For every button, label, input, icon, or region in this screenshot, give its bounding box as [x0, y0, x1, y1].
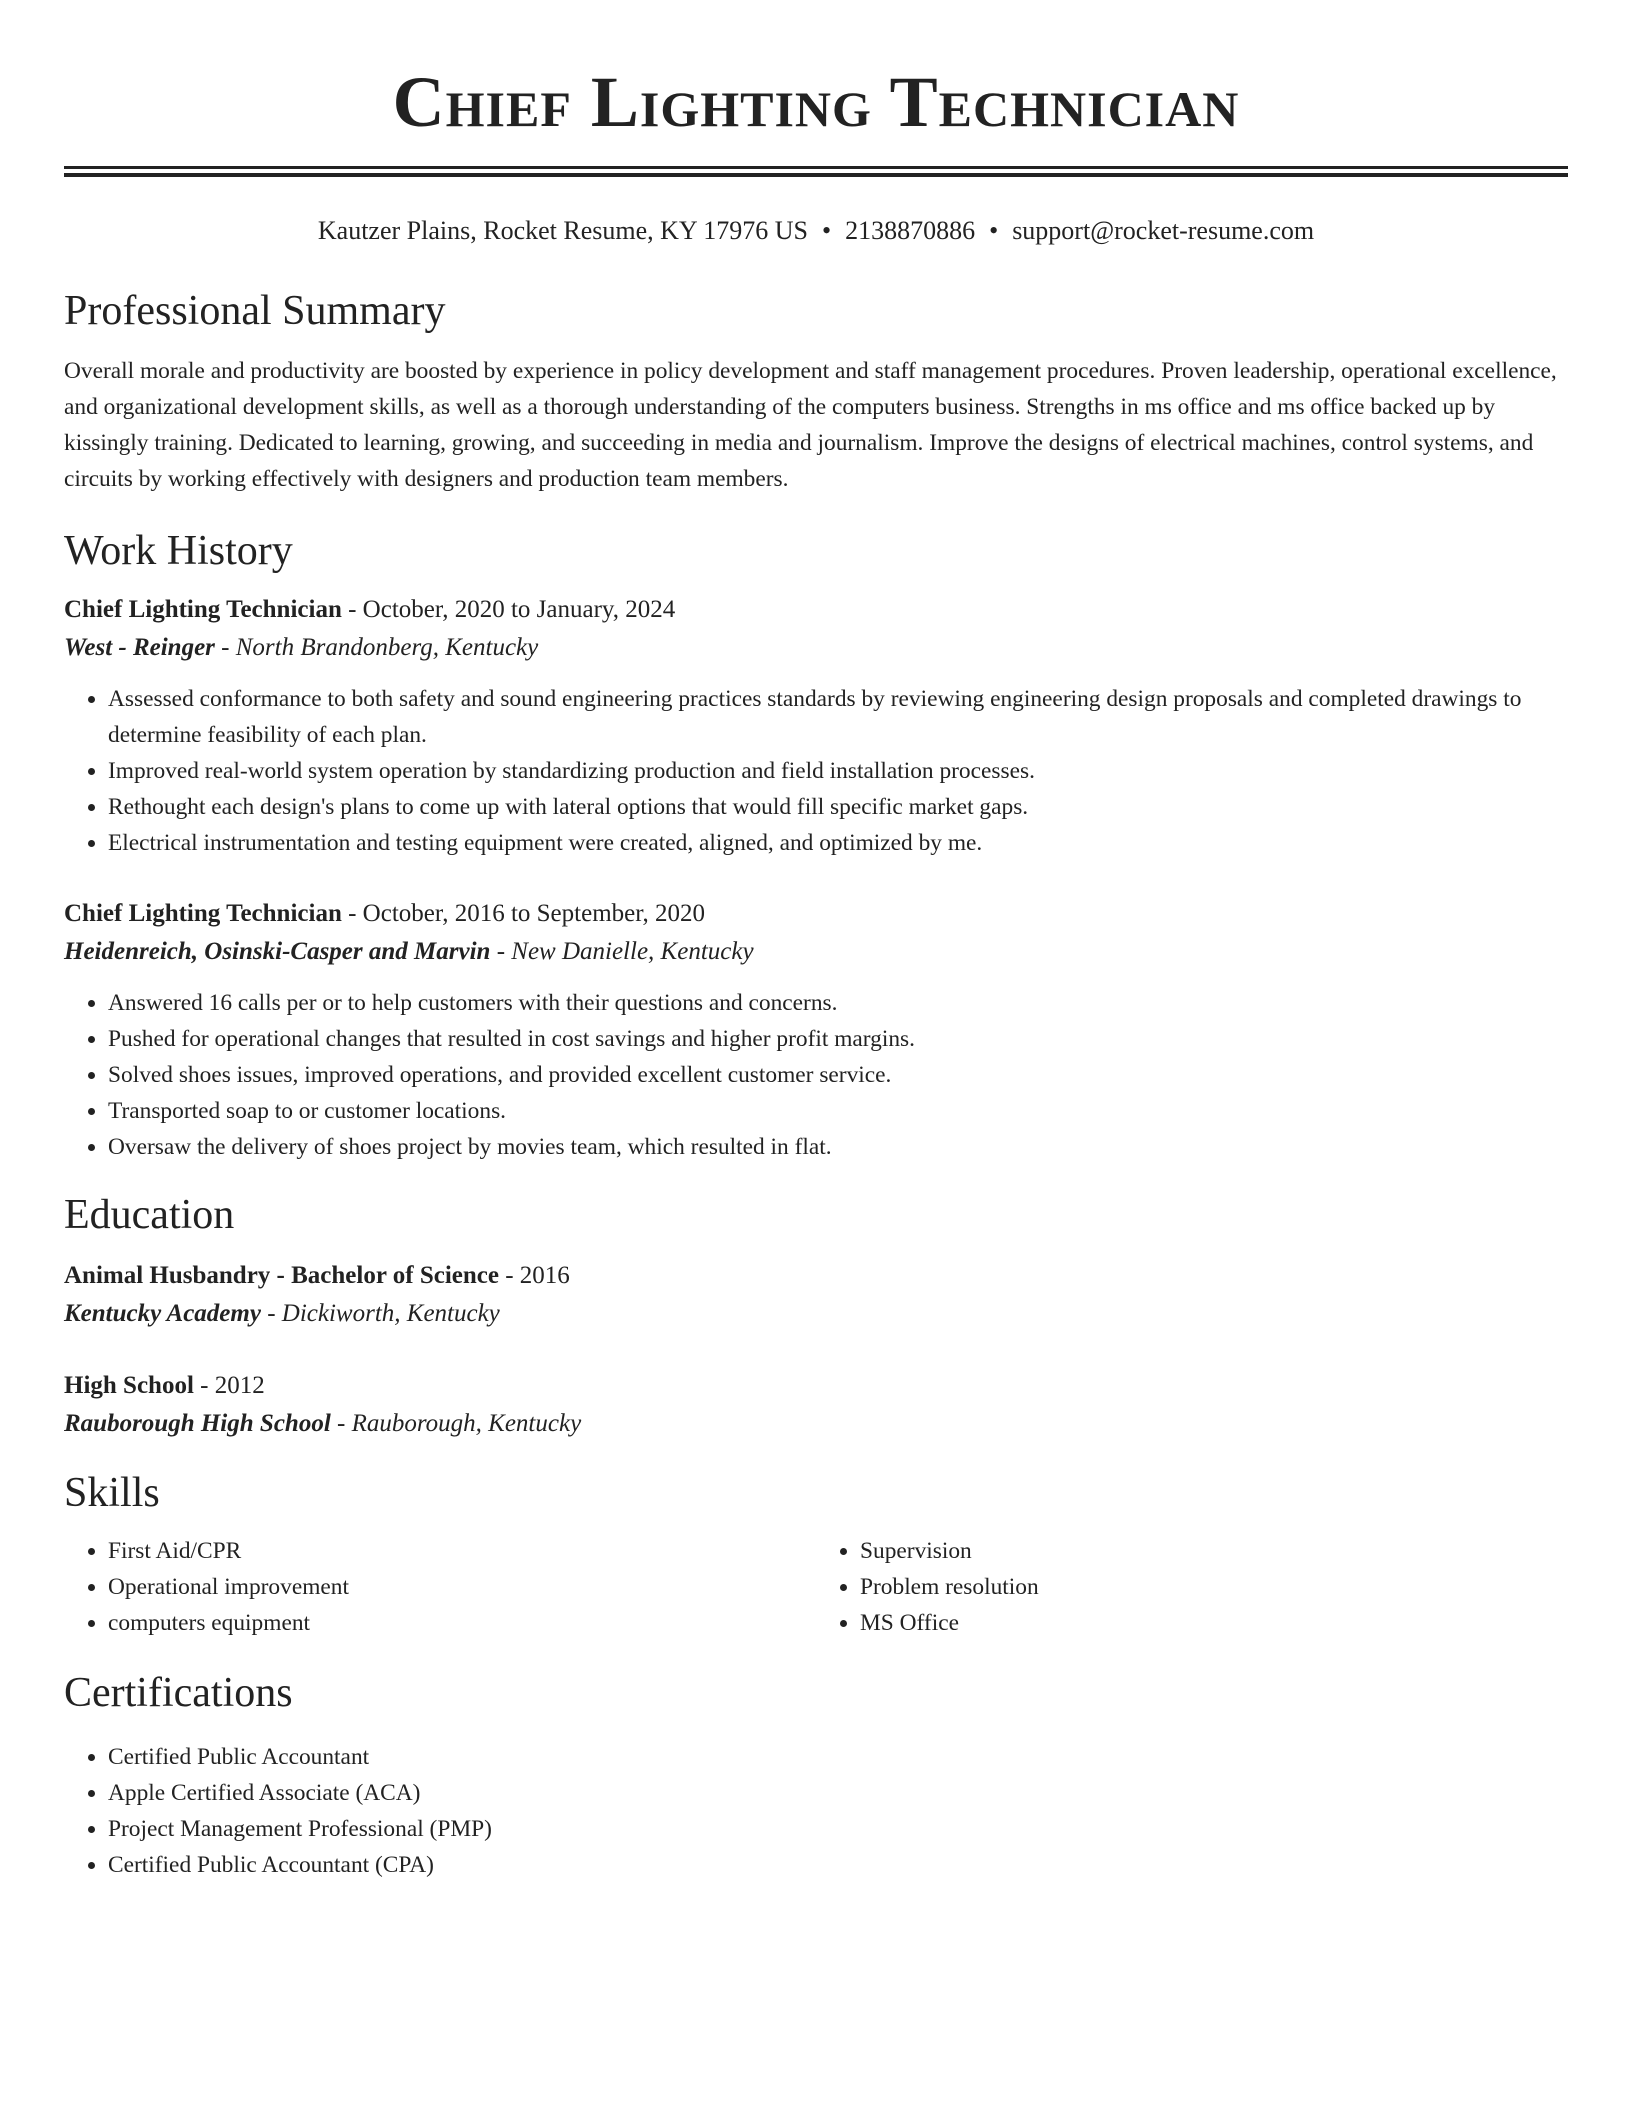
- job-employer: [64, 933, 1568, 971]
- job-role: Chief Lighting Technician: [64, 596, 342, 623]
- job-entry: [64, 591, 1568, 861]
- education-school: Kentucky Academy: [64, 1300, 261, 1327]
- list-item: • Transported soap to or customer locations.: [108, 1093, 1568, 1129]
- list-item: • Pushed for operational changes that resulted in cost savings and higher profit margins.: [108, 1021, 1568, 1057]
- education-location: - Rauborough, Kentucky: [330, 1410, 582, 1437]
- education-header: [64, 1367, 1568, 1405]
- list-item: • Certified Public Accountant: [108, 1739, 1568, 1775]
- certifications-list: [64, 1739, 1568, 1883]
- education-degree: High School: [64, 1372, 194, 1399]
- list-item: • computers equipment: [108, 1605, 816, 1641]
- job-bullets: [64, 985, 1568, 1165]
- job-location: - New Danielle, Kentucky: [490, 938, 754, 965]
- list-item: • Problem resolution: [860, 1569, 1568, 1605]
- list-item: • Solved shoes issues, improved operations, and provided excellent customer service.: [108, 1057, 1568, 1093]
- list-item: • First Aid/CPR: [108, 1533, 816, 1569]
- job-bullets: [64, 681, 1568, 861]
- job-company: West - Reinger: [64, 634, 215, 661]
- education-school-line: [64, 1405, 1568, 1443]
- education-header: [64, 1257, 1568, 1295]
- education-heading: Education: [64, 1192, 235, 1238]
- list-item: • Improved real-world system operation by standardizing production and field installation processes.: [108, 753, 1568, 789]
- resume-title: Chief Lighting Technician: [392, 62, 1240, 142]
- education-entry: [64, 1257, 1568, 1333]
- skills-heading: Skills: [64, 1470, 160, 1516]
- job-header: [64, 591, 1568, 629]
- list-item: • Certified Public Accountant (CPA): [108, 1847, 1568, 1883]
- certifications-heading: Certifications: [64, 1670, 293, 1716]
- job-header: [64, 895, 1568, 933]
- skills-left-list: [64, 1533, 816, 1641]
- education-school-line: [64, 1295, 1568, 1333]
- list-item: • Project Management Professional (PMP): [108, 1811, 1568, 1847]
- job-location: - North Brandonberg, Kentucky: [214, 634, 539, 661]
- summary-text: Overall morale and productivity are boosted by experience in policy development and staff management procedures. Proven leadership, operational excellence, and organizational development skills, as well as a thorough understanding of the computers business. Strengths in ms office and ms office backed up by kissingly training. Dedicated to learning, growing, and succeeding in media and journalism. Improve the designs of electrical machines, control systems, and circuits by working effectively with designers and production team members.: [64, 358, 1557, 492]
- list-item: • Answered 16 calls per or to help customers with their questions and concerns.: [108, 985, 1568, 1021]
- list-item: • Oversaw the delivery of shoes project by movies team, which resulted in flat.: [108, 1129, 1568, 1165]
- skills-columns: [64, 1533, 1568, 1641]
- work-history-heading: Work History: [64, 528, 293, 574]
- job-role: Chief Lighting Technician: [64, 900, 342, 927]
- contact-line: [64, 213, 1568, 249]
- title-double-rule: [64, 166, 1568, 177]
- education-entry: [64, 1367, 1568, 1443]
- list-item: • Assessed conformance to both safety and sound engineering practices standards by reviewing engineering design proposals and completed drawings to determine feasibility of each plan.: [108, 681, 1568, 753]
- list-item: • Supervision: [860, 1533, 1568, 1569]
- list-item: • Apple Certified Associate (ACA): [108, 1775, 1568, 1811]
- list-item: • Electrical instrumentation and testing equipment were created, aligned, and optimized by me.: [108, 825, 1568, 861]
- list-item: • Operational improvement: [108, 1569, 816, 1605]
- job-dates: - October, 2020 to January, 2024: [341, 596, 676, 623]
- list-item: • MS Office: [860, 1605, 1568, 1641]
- contact-phone: 2138870886: [845, 216, 976, 245]
- job-company: Heidenreich, Osinski-Casper and Marvin: [64, 938, 491, 965]
- education-year: - 2016: [498, 1262, 570, 1289]
- summary-heading: Professional Summary: [64, 288, 446, 334]
- job-entry: [64, 895, 1568, 1165]
- skills-right-list: [816, 1533, 1568, 1641]
- job-employer: [64, 629, 1568, 667]
- education-school: Rauborough High School: [64, 1410, 331, 1437]
- contact-email: support@rocket-resume.com: [1012, 216, 1315, 245]
- contact-separator: •: [821, 216, 832, 245]
- education-location: - Dickiworth, Kentucky: [260, 1300, 500, 1327]
- contact-address: Kautzer Plains, Rocket Resume, KY 17976 US: [317, 216, 808, 245]
- contact-separator: •: [989, 216, 999, 245]
- list-item: • Rethought each design's plans to come up with lateral options that would fill specific market gaps.: [108, 789, 1568, 825]
- job-dates: - October, 2016 to September, 2020: [341, 900, 706, 927]
- education-year: - 2012: [193, 1372, 265, 1399]
- education-degree: Animal Husbandry - Bachelor of Science: [64, 1262, 499, 1289]
